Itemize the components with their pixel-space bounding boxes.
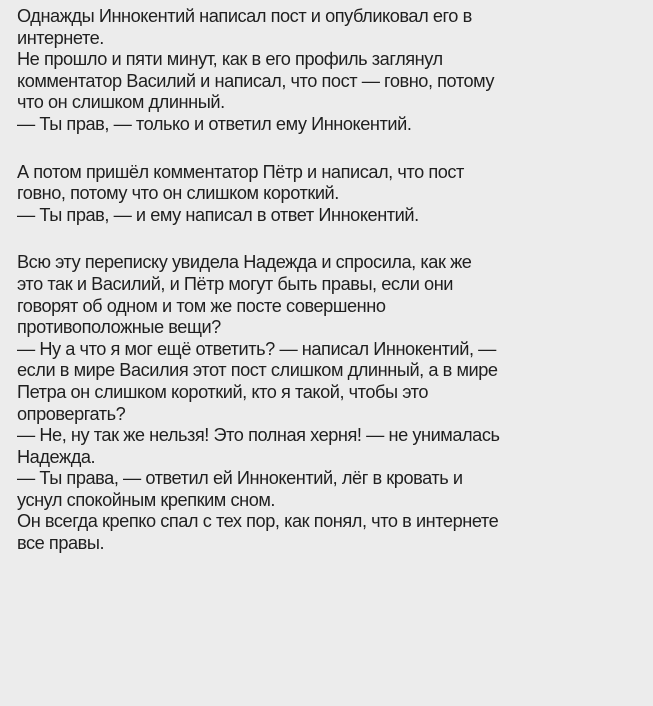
text-line: если в мире Василия этот пост слишком длинный, а в мире	[17, 360, 498, 381]
text-line: опровергать?	[17, 403, 126, 424]
text-line: Однажды Иннокентий написал пост и опубликовал его в	[17, 6, 472, 26]
text-line: Не прошло и пяти минут, как в его профиль заглянул	[17, 49, 443, 70]
text-line: это так и Василий, и Пётр могут быть правы, если они	[17, 273, 454, 294]
text-line: Надежда.	[17, 446, 96, 467]
text-line: Петра он слишком короткий, кто я такой, чтобы это	[17, 381, 428, 402]
text-line: комментатор Василий и написал, что пост — говно, потому	[17, 70, 495, 91]
text-line: Всю эту переписку увидела Надежда и спросила, как же	[17, 252, 472, 273]
text-line: все правы.	[17, 533, 105, 554]
text-line: А потом пришёл комментатор Пётр и написал, что пост	[17, 161, 464, 182]
text-line: противоположные вещи?	[17, 317, 221, 338]
paragraph-3	[17, 252, 641, 554]
text-line: — Ты прав, — и ему написал в ответ Иннокентий.	[17, 204, 419, 225]
text-line: — Не, ну так же нельзя! Это полная херня! — не унималась	[17, 425, 500, 446]
text-line: — Ну а что я мог ещё ответить? — написал Иннокентий, —	[17, 338, 496, 359]
text-line: уснул спокойным крепким сном.	[17, 489, 276, 510]
paragraph-1	[17, 6, 641, 136]
text-line: говорят об одном и том же посте совершенно	[17, 295, 386, 316]
paragraph-2	[17, 162, 641, 227]
text-line: — Ты права, — ответил ей Иннокентий, лёг в кровать и	[17, 468, 463, 489]
text-line: что он слишком длинный.	[17, 92, 225, 113]
text-line: — Ты прав, — только и ответил ему Иннокентий.	[17, 113, 412, 134]
text-line: Он всегда крепко спал с тех пор, как понял, что в интернете	[17, 511, 499, 532]
post-text	[17, 6, 641, 555]
text-line: интернете.	[17, 27, 104, 48]
text-line: говно, потому что он слишком короткий.	[17, 183, 339, 204]
